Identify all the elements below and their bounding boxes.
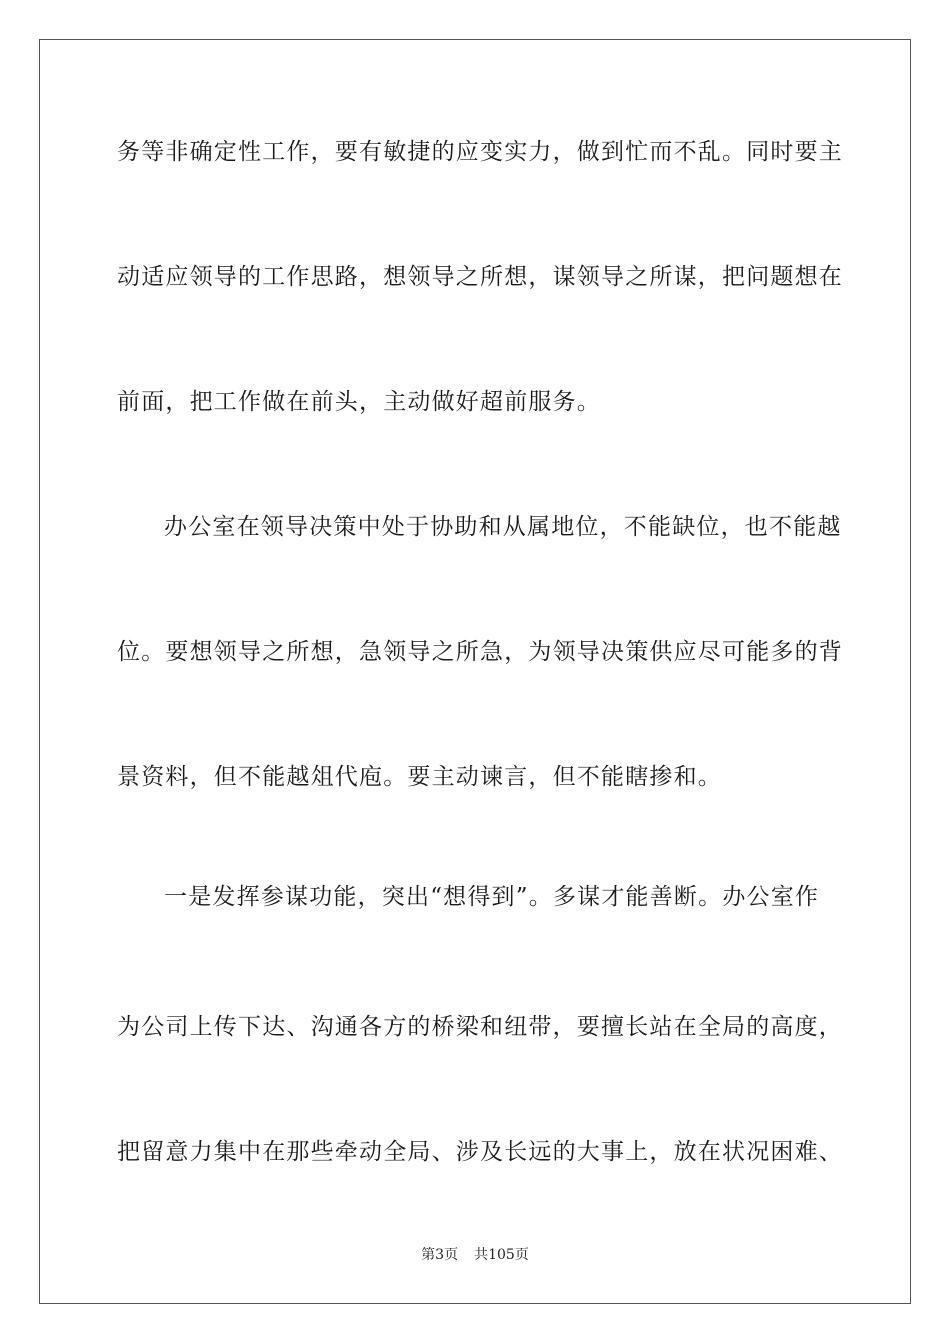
text-line-4: 办公室在领导决策中处于协助和从属地位，不能缺位，也不能越	[164, 514, 842, 540]
text-line-2: 动适应领导的工作思路，想领导之所想，谋领导之所谋，把问题想在	[117, 264, 843, 290]
text-line-7: 一是发挥参谋功能，突出“想得到”。多谋才能善断。办公室作	[164, 884, 820, 910]
text-line-1: 务等非确定性工作，要有敏捷的应变实力，做到忙而不乱。同时要主	[117, 139, 843, 165]
text-line-5: 位。要想领导之所想，急领导之所急，为领导决策供应尽可能多的背	[117, 639, 843, 665]
text-line-9: 把留意力集中在那些牵动全局、涉及长远的大事上，放在状况困难、	[117, 1139, 843, 1165]
page-number: 第3页	[421, 1247, 459, 1263]
text-line-6: 景资料，但不能越俎代庖。要主动谏言，但不能瞎掺和。	[117, 764, 722, 790]
total-pages: 共105页	[474, 1247, 529, 1263]
page-border	[39, 39, 911, 1304]
text-line-3: 前面，把工作做在前头，主动做好超前服务。	[117, 389, 601, 415]
page-footer	[0, 1246, 950, 1264]
text-line-8: 为公司上传下达、沟通各方的桥梁和纽带，要擅长站在全局的高度，	[117, 1014, 843, 1040]
